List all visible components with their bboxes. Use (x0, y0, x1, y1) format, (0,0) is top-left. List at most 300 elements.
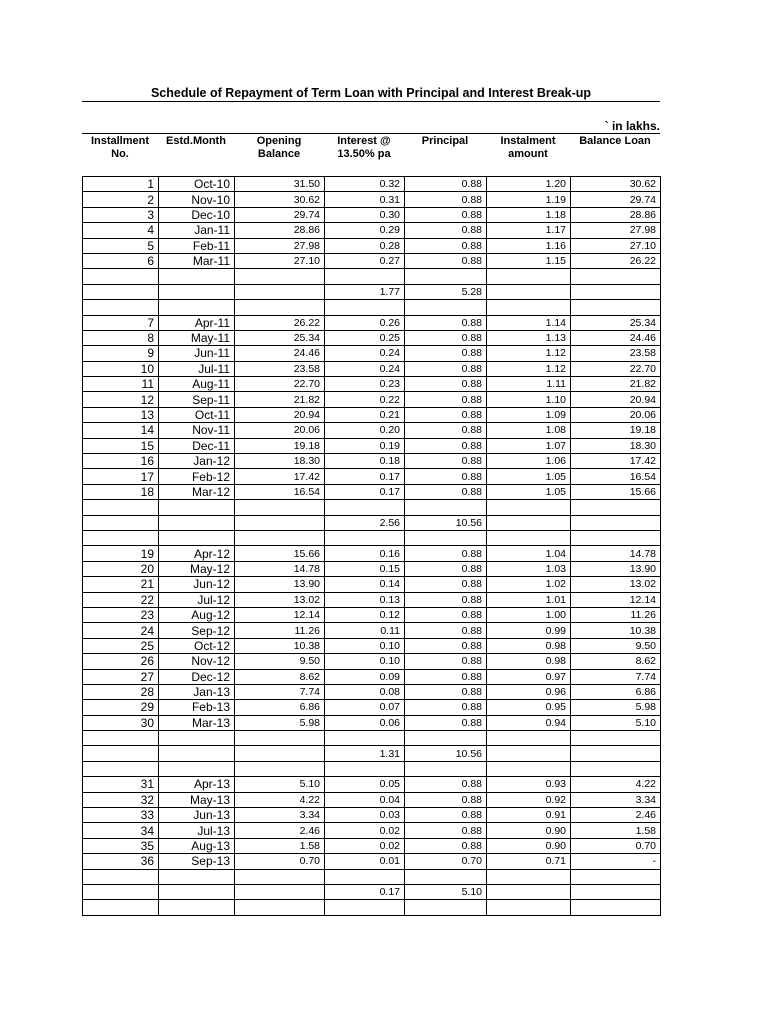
subtotal-row (83, 515, 661, 530)
instalment-amount-cell: 1.02 (487, 577, 571, 592)
interest-cell: 0.28 (325, 238, 405, 253)
interest-cell (325, 761, 405, 776)
table-row (83, 838, 661, 853)
installment-no-cell: 17 (83, 469, 159, 484)
balance-loan-cell (571, 900, 661, 915)
opening-balance-cell: 12.14 (235, 607, 325, 622)
installment-no-cell: 7 (83, 315, 159, 330)
instalment-amount-cell (487, 869, 571, 884)
principal-cell: 0.88 (405, 238, 487, 253)
instalment-amount-cell: 1.08 (487, 423, 571, 438)
balance-loan-cell (571, 761, 661, 776)
interest-cell: 0.11 (325, 623, 405, 638)
month-cell: Feb-12 (159, 469, 235, 484)
opening-balance-cell (235, 869, 325, 884)
installment-no-cell: 8 (83, 330, 159, 345)
instalment-amount-cell (487, 900, 571, 915)
opening-balance-cell: 5.98 (235, 715, 325, 730)
interest-cell: 0.22 (325, 392, 405, 407)
subtotal-row (83, 884, 661, 899)
installment-no-cell: 23 (83, 607, 159, 622)
installment-no-cell: 2 (83, 192, 159, 207)
principal-cell: 0.88 (405, 315, 487, 330)
principal-cell: 0.88 (405, 377, 487, 392)
header-rule (82, 133, 660, 134)
installment-no-cell: 31 (83, 777, 159, 792)
opening-balance-cell: 17.42 (235, 469, 325, 484)
table-row (83, 669, 661, 684)
header-installment-no-line1: Installment (90, 135, 150, 147)
balance-loan-cell: 12.14 (571, 592, 661, 607)
opening-balance-cell: 27.98 (235, 238, 325, 253)
month-cell: Mar-13 (159, 715, 235, 730)
opening-balance-cell (235, 269, 325, 284)
table-row (83, 715, 661, 730)
month-cell: Sep-12 (159, 623, 235, 638)
principal-cell (405, 869, 487, 884)
unit-note: ` in lakhs. (604, 119, 660, 133)
principal-cell: 0.88 (405, 484, 487, 499)
principal-cell: 0.88 (405, 700, 487, 715)
opening-balance-cell: 24.46 (235, 346, 325, 361)
month-cell (159, 269, 235, 284)
header-opening-balance-line1: Opening (256, 135, 302, 147)
opening-balance-cell: 19.18 (235, 438, 325, 453)
table-row (83, 654, 661, 669)
instalment-amount-cell: 1.10 (487, 392, 571, 407)
header-principal-line1: Principal (421, 135, 469, 147)
principal-cell: 0.88 (405, 684, 487, 699)
installment-no-cell (83, 269, 159, 284)
principal-cell (405, 300, 487, 315)
installment-no-cell: 3 (83, 207, 159, 222)
installment-no-cell: 27 (83, 669, 159, 684)
opening-balance-cell: 2.46 (235, 823, 325, 838)
table-row (83, 700, 661, 715)
blank-row (83, 530, 661, 545)
principal-cell (405, 530, 487, 545)
balance-loan-cell: 14.78 (571, 546, 661, 561)
table-row (83, 253, 661, 268)
principal-cell: 0.88 (405, 607, 487, 622)
principal-cell: 0.88 (405, 392, 487, 407)
installment-no-cell (83, 900, 159, 915)
table-row (83, 330, 661, 345)
table-row (83, 823, 661, 838)
instalment-amount-cell: 0.93 (487, 777, 571, 792)
blank-row (83, 731, 661, 746)
table-row (83, 854, 661, 869)
instalment-amount-cell: 0.98 (487, 654, 571, 669)
balance-loan-cell: 5.10 (571, 715, 661, 730)
balance-loan-cell: 13.02 (571, 577, 661, 592)
month-cell (159, 900, 235, 915)
table-row (83, 392, 661, 407)
interest-cell: 1.31 (325, 746, 405, 761)
table-row (83, 346, 661, 361)
principal-cell: 0.88 (405, 823, 487, 838)
balance-loan-cell: 7.74 (571, 669, 661, 684)
instalment-amount-cell: 1.15 (487, 253, 571, 268)
interest-cell: 0.17 (325, 484, 405, 499)
principal-cell: 0.88 (405, 469, 487, 484)
interest-cell: 0.09 (325, 669, 405, 684)
table-row (83, 223, 661, 238)
installment-no-cell (83, 746, 159, 761)
instalment-amount-cell: 0.90 (487, 838, 571, 853)
balance-loan-cell (571, 515, 661, 530)
blank-row (83, 761, 661, 776)
instalment-amount-cell (487, 530, 571, 545)
principal-cell: 0.88 (405, 223, 487, 238)
interest-cell: 0.27 (325, 253, 405, 268)
instalment-amount-cell: 1.03 (487, 561, 571, 576)
balance-loan-cell: 25.34 (571, 315, 661, 330)
balance-loan-cell: 24.46 (571, 330, 661, 345)
interest-cell: 0.17 (325, 884, 405, 899)
interest-cell (325, 300, 405, 315)
table-row (83, 607, 661, 622)
opening-balance-cell: 20.94 (235, 407, 325, 422)
opening-balance-cell (235, 731, 325, 746)
opening-balance-cell: 14.78 (235, 561, 325, 576)
balance-loan-cell: 5.98 (571, 700, 661, 715)
month-cell: Dec-10 (159, 207, 235, 222)
principal-cell: 0.88 (405, 253, 487, 268)
instalment-amount-cell: 1.19 (487, 192, 571, 207)
balance-loan-cell: 28.86 (571, 207, 661, 222)
month-cell: Aug-11 (159, 377, 235, 392)
opening-balance-cell: 18.30 (235, 454, 325, 469)
month-cell: Jul-11 (159, 361, 235, 376)
table-row (83, 561, 661, 576)
installment-no-cell: 12 (83, 392, 159, 407)
principal-cell: 0.88 (405, 361, 487, 376)
principal-cell: 0.88 (405, 592, 487, 607)
month-cell: May-11 (159, 330, 235, 345)
instalment-amount-cell: 1.17 (487, 223, 571, 238)
principal-cell (405, 900, 487, 915)
table-row (83, 638, 661, 653)
installment-no-cell (83, 761, 159, 776)
opening-balance-cell: 13.90 (235, 577, 325, 592)
month-cell: Apr-12 (159, 546, 235, 561)
principal-cell: 0.88 (405, 808, 487, 823)
opening-balance-cell: 23.58 (235, 361, 325, 376)
instalment-amount-cell: 0.96 (487, 684, 571, 699)
instalment-amount-cell: 1.05 (487, 484, 571, 499)
month-cell: Jun-13 (159, 808, 235, 823)
interest-cell: 0.29 (325, 223, 405, 238)
balance-loan-cell (571, 869, 661, 884)
interest-cell: 0.13 (325, 592, 405, 607)
month-cell: Jan-13 (159, 684, 235, 699)
opening-balance-cell: 28.86 (235, 223, 325, 238)
installment-no-cell (83, 884, 159, 899)
header-interest-line1: Interest @ (337, 135, 391, 147)
installment-no-cell: 26 (83, 654, 159, 669)
principal-cell (405, 761, 487, 776)
balance-loan-cell: 27.98 (571, 223, 661, 238)
instalment-amount-cell (487, 731, 571, 746)
instalment-amount-cell: 1.07 (487, 438, 571, 453)
opening-balance-cell: 26.22 (235, 315, 325, 330)
table-row (83, 577, 661, 592)
interest-cell: 0.10 (325, 654, 405, 669)
subtotal-row (83, 746, 661, 761)
interest-cell: 1.77 (325, 284, 405, 299)
table-row (83, 469, 661, 484)
instalment-amount-cell: 1.04 (487, 546, 571, 561)
opening-balance-cell: 15.66 (235, 546, 325, 561)
balance-loan-cell: 22.70 (571, 361, 661, 376)
balance-loan-cell (571, 269, 661, 284)
header-instalment-amount-line1: Instalment (500, 135, 556, 147)
opening-balance-cell: 3.34 (235, 808, 325, 823)
month-cell: Oct-11 (159, 407, 235, 422)
installment-no-cell: 9 (83, 346, 159, 361)
interest-cell: 0.07 (325, 700, 405, 715)
instalment-amount-cell: 1.00 (487, 607, 571, 622)
opening-balance-cell: 5.10 (235, 777, 325, 792)
interest-cell: 0.18 (325, 454, 405, 469)
month-cell (159, 284, 235, 299)
balance-loan-cell: 20.06 (571, 407, 661, 422)
balance-loan-cell: 11.26 (571, 607, 661, 622)
interest-cell: 0.10 (325, 638, 405, 653)
instalment-amount-cell: 1.16 (487, 238, 571, 253)
instalment-amount-cell: 1.06 (487, 454, 571, 469)
opening-balance-cell: 30.62 (235, 192, 325, 207)
interest-cell (325, 869, 405, 884)
installment-no-cell: 6 (83, 253, 159, 268)
table-row (83, 238, 661, 253)
instalment-amount-cell: 0.91 (487, 808, 571, 823)
month-cell: Dec-11 (159, 438, 235, 453)
month-cell (159, 884, 235, 899)
balance-loan-cell (571, 284, 661, 299)
month-cell (159, 869, 235, 884)
principal-cell: 0.88 (405, 777, 487, 792)
balance-loan-cell: 21.82 (571, 377, 661, 392)
header-installment-no-line2: No. (111, 148, 129, 160)
principal-cell: 0.88 (405, 546, 487, 561)
interest-cell: 0.26 (325, 315, 405, 330)
instalment-amount-cell (487, 515, 571, 530)
installment-no-cell: 4 (83, 223, 159, 238)
blank-row (83, 869, 661, 884)
principal-cell (405, 269, 487, 284)
month-cell (159, 731, 235, 746)
installment-no-cell: 22 (83, 592, 159, 607)
instalment-amount-cell: 1.09 (487, 407, 571, 422)
month-cell: Feb-11 (159, 238, 235, 253)
instalment-amount-cell: 0.90 (487, 823, 571, 838)
balance-loan-cell: 30.62 (571, 177, 661, 192)
installment-no-cell: 18 (83, 484, 159, 499)
month-cell: Aug-12 (159, 607, 235, 622)
principal-cell: 10.56 (405, 515, 487, 530)
blank-row (83, 269, 661, 284)
interest-cell: 0.21 (325, 407, 405, 422)
month-cell (159, 515, 235, 530)
month-cell: Apr-13 (159, 777, 235, 792)
interest-cell: 0.12 (325, 607, 405, 622)
schedule-body (83, 177, 661, 916)
month-cell: Nov-10 (159, 192, 235, 207)
table-row (83, 207, 661, 222)
month-cell: Aug-13 (159, 838, 235, 853)
month-cell: Nov-11 (159, 423, 235, 438)
principal-cell: 0.88 (405, 438, 487, 453)
principal-cell: 0.88 (405, 623, 487, 638)
table-row (83, 454, 661, 469)
balance-loan-cell (571, 500, 661, 515)
installment-no-cell: 11 (83, 377, 159, 392)
interest-cell (325, 900, 405, 915)
interest-cell: 0.02 (325, 823, 405, 838)
installment-no-cell: 36 (83, 854, 159, 869)
interest-cell: 0.14 (325, 577, 405, 592)
principal-cell: 0.88 (405, 715, 487, 730)
principal-cell: 0.88 (405, 577, 487, 592)
balance-loan-cell: 3.34 (571, 792, 661, 807)
interest-cell: 0.16 (325, 546, 405, 561)
instalment-amount-cell (487, 500, 571, 515)
balance-loan-cell: - (571, 854, 661, 869)
interest-cell: 0.15 (325, 561, 405, 576)
month-cell: Dec-12 (159, 669, 235, 684)
opening-balance-cell: 31.50 (235, 177, 325, 192)
month-cell: Oct-12 (159, 638, 235, 653)
opening-balance-cell: 7.74 (235, 684, 325, 699)
balance-loan-cell: 0.70 (571, 838, 661, 853)
interest-cell: 0.05 (325, 777, 405, 792)
balance-loan-cell: 2.46 (571, 808, 661, 823)
month-cell (159, 746, 235, 761)
principal-cell: 0.88 (405, 177, 487, 192)
principal-cell: 0.88 (405, 346, 487, 361)
instalment-amount-cell (487, 284, 571, 299)
principal-cell: 0.88 (405, 654, 487, 669)
opening-balance-cell (235, 284, 325, 299)
installment-no-cell: 20 (83, 561, 159, 576)
table-row (83, 623, 661, 638)
installment-no-cell (83, 530, 159, 545)
instalment-amount-cell: 1.14 (487, 315, 571, 330)
interest-cell: 0.30 (325, 207, 405, 222)
instalment-amount-cell: 0.98 (487, 638, 571, 653)
interest-cell: 0.20 (325, 423, 405, 438)
interest-cell: 0.32 (325, 177, 405, 192)
interest-cell: 0.01 (325, 854, 405, 869)
opening-balance-cell: 4.22 (235, 792, 325, 807)
principal-cell: 0.88 (405, 561, 487, 576)
interest-cell: 2.56 (325, 515, 405, 530)
interest-cell: 0.24 (325, 361, 405, 376)
opening-balance-cell: 8.62 (235, 669, 325, 684)
principal-cell: 10.56 (405, 746, 487, 761)
principal-cell: 0.88 (405, 192, 487, 207)
balance-loan-cell: 27.10 (571, 238, 661, 253)
opening-balance-cell: 1.58 (235, 838, 325, 853)
repayment-schedule-table (82, 176, 661, 916)
opening-balance-cell (235, 500, 325, 515)
opening-balance-cell: 29.74 (235, 207, 325, 222)
balance-loan-cell: 19.18 (571, 423, 661, 438)
installment-no-cell: 1 (83, 177, 159, 192)
opening-balance-cell: 0.70 (235, 854, 325, 869)
principal-cell: 0.88 (405, 207, 487, 222)
installment-no-cell: 32 (83, 792, 159, 807)
month-cell: Nov-12 (159, 654, 235, 669)
opening-balance-cell (235, 515, 325, 530)
instalment-amount-cell: 1.11 (487, 377, 571, 392)
month-cell: May-12 (159, 561, 235, 576)
instalment-amount-cell: 1.12 (487, 346, 571, 361)
balance-loan-cell: 9.50 (571, 638, 661, 653)
balance-loan-cell (571, 884, 661, 899)
balance-loan-cell: 18.30 (571, 438, 661, 453)
document-title: Schedule of Repayment of Term Loan with Principal and Interest Break-up (150, 86, 592, 100)
interest-cell: 0.24 (325, 346, 405, 361)
instalment-amount-cell: 0.71 (487, 854, 571, 869)
balance-loan-cell: 4.22 (571, 777, 661, 792)
interest-cell (325, 500, 405, 515)
opening-balance-cell: 16.54 (235, 484, 325, 499)
month-cell: Apr-11 (159, 315, 235, 330)
interest-cell (325, 530, 405, 545)
installment-no-cell: 28 (83, 684, 159, 699)
installment-no-cell: 14 (83, 423, 159, 438)
table-row (83, 792, 661, 807)
instalment-amount-cell (487, 269, 571, 284)
opening-balance-cell: 11.26 (235, 623, 325, 638)
interest-cell: 0.31 (325, 192, 405, 207)
balance-loan-cell: 16.54 (571, 469, 661, 484)
subtotal-row (83, 284, 661, 299)
table-row (83, 777, 661, 792)
month-cell: Jun-12 (159, 577, 235, 592)
opening-balance-cell: 27.10 (235, 253, 325, 268)
installment-no-cell (83, 284, 159, 299)
blank-row (83, 500, 661, 515)
month-cell: Sep-13 (159, 854, 235, 869)
instalment-amount-cell (487, 761, 571, 776)
principal-cell: 0.88 (405, 669, 487, 684)
balance-loan-cell: 1.58 (571, 823, 661, 838)
installment-no-cell: 25 (83, 638, 159, 653)
month-cell: Jul-12 (159, 592, 235, 607)
principal-cell: 5.10 (405, 884, 487, 899)
principal-cell: 0.88 (405, 407, 487, 422)
interest-cell: 0.19 (325, 438, 405, 453)
principal-cell (405, 731, 487, 746)
header-instalment-amount (486, 135, 570, 161)
month-cell: May-13 (159, 792, 235, 807)
installment-no-cell: 15 (83, 438, 159, 453)
installment-no-cell: 33 (83, 808, 159, 823)
table-row (83, 315, 661, 330)
interest-cell: 0.23 (325, 377, 405, 392)
table-row (83, 423, 661, 438)
balance-loan-cell: 29.74 (571, 192, 661, 207)
opening-balance-cell: 22.70 (235, 377, 325, 392)
balance-loan-cell: 15.66 (571, 484, 661, 499)
opening-balance-cell (235, 884, 325, 899)
balance-loan-cell: 8.62 (571, 654, 661, 669)
month-cell: Oct-10 (159, 177, 235, 192)
